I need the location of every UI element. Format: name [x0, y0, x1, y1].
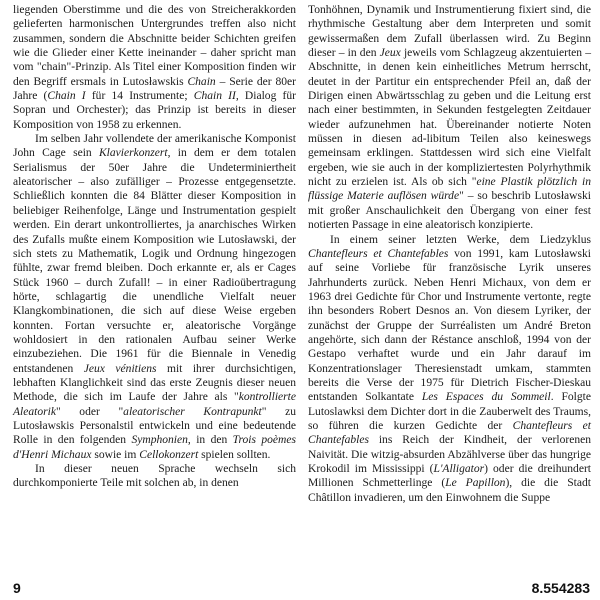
body-text: ) oder die dreihundert Millionen Schmetterlinge (	[308, 463, 591, 490]
italic-text: Chain	[187, 75, 216, 88]
left-column	[13, 3, 296, 491]
italic-text: Le Papillon	[445, 477, 506, 490]
body-text: ), die die Stadt Châtillon invadieren, um den Einwohnem die Suppe	[308, 477, 591, 504]
italic-text: eine Plastik plötzlich in flüssige Materie auflösen würde	[308, 176, 591, 203]
italic-text: L'Alligator	[433, 463, 485, 475]
paragraph	[13, 132, 296, 462]
body-text: mit ihrer durchsichtigen, lebhaften Klanglichkeit sind das erste Zeugnis dieser neuen Methode, die sich im Laufe der Jahre als "	[13, 362, 296, 404]
page-number: 9	[13, 580, 21, 596]
paragraph	[13, 3, 296, 132]
body-text: In dieser neuen Sprache wechseln sich durchkomponierte Teile mit solchen ab, in denen	[13, 463, 296, 490]
body-text: sowie im	[91, 448, 140, 461]
italic-text: Cellokonzert	[139, 448, 199, 461]
italic-text: Klavierkonzert	[98, 147, 168, 160]
catalogue-number: 8.554283	[531, 580, 590, 596]
italic-text: Jeux vénitiens	[83, 362, 157, 375]
body-text: für 14 Instrumente;	[85, 90, 194, 103]
body-text: . Folgte Lutoslawksi dem Dichter dort in die Zauberwelt des Traums, so führen die kurzen Gedichte der	[308, 391, 591, 432]
italic-text: aleatorischer Kontrapunkt	[123, 405, 262, 418]
body-text: , in den	[187, 434, 233, 447]
body-text: , in dem er dem totalen Serialismus der 50er Jahre die Undeterminiertheit aleatorischer – also zufälliger – Prozesse entgegensetzte. Schließlich konnten die 84 Blätter dieser Komposition in beliebiger Reihenfolge, Länge und Instrumentation gespielt werden. Ein derart unkontrolliertes, ja anarchisches Wirken des Zufalls mußte einem Komposition wie Lutosławski, der sich stets zu Mathematik, Logik und Ordnung hingezogen fühlte, zwar fremd bleiben. Doch erkannte er, als er Cages Stück 1960 – durch Zufall! – in einer Radioübertragung hörte, schlagartig die unendliche Vielfalt neuer Klangkombinationen, die sich auf diese Weise ergeben konnten. Fortan versuchte er, aleatorische Vorgänge wohldosiert in den rationalen Aufbau seiner Werke einzubeziehen. Die 1961 für die Biennale in Venedig entstandenen	[13, 147, 296, 375]
body-text: – Serie der 80er Jahre (	[13, 75, 297, 103]
body-text: spielen sollten.	[198, 448, 271, 461]
body-text: Dialog für Sopran und Orchester); das Prinzip ist bereits in dieser Komposition von 1958 zu erkennen.	[13, 90, 296, 131]
body-text: Im selben Jahr vollendete der amerikanische Komponist John Cage sein	[13, 133, 296, 160]
italic-text: Symphonien	[131, 434, 188, 447]
paragraph	[13, 462, 296, 491]
body-text: " oder "	[55, 405, 124, 418]
italic-text: Chantefleurs et Chantefables	[308, 419, 591, 447]
italic-text: Chain II,	[193, 90, 239, 103]
body-text: " zu Lutosławskis Personalstil entwickeln und eine bedeutende Rolle in den folgenden	[13, 405, 297, 447]
italic-text: kontrollierte Aleatorik	[13, 391, 296, 418]
body-text: jeweils vom Schlagzeug akzentuierten – Abschnitte, in denen kein einheitliches Metrum herrscht, deutet in der Partitur ein entsprechender Pfeil an, daß der Dirigen einen Abwärtsschlag zu geben und die Leitung erst nach einer bestimmten, in Sekunden festgelegten Zeitdauer wieder aufzunehmen hat. Übereinander notierte Noten müssen in diesen ad-libitum Teilen also keineswegs gemeinsam erklingen. Stattdessen wird sich eine Vielfalt ergeben, wie sie auch in der kompliziertesten Polyrhythmik nicht zu erzielen ist. Als ob sich "	[308, 47, 592, 189]
body-text: In einem seiner letzten Werke, dem Liedzyklus	[330, 233, 591, 246]
italic-text: Les Espaces du Sommeil	[421, 391, 551, 404]
body-text: von 1991, kam Lutosławski auf seine Vorliebe für französische Lyrik unseres Jahrhunderts zurück. Neben Henri Michaux, von dem er 1963 drei Gedichte für Chor und Instrumente vertonte, regte ihn besonders Robert Desnos an. Von diesem Lyriker, der zunächst der Gruppe der Surréalisten um André Breton angehörte, sich dann der Réstance anschloß, 1994 von der Gestapo verhaftet wurde und ein Jahr darauf im Konzentrationslager Theresienstadt umkam, stammten bereits die Verse der 1975 für Dietrich Fischer-Dieskau entstanden Solkantate	[308, 247, 591, 404]
italic-text: Trois poèmes d'Henri Michaux	[13, 434, 297, 461]
italic-text: Chain I	[47, 90, 86, 103]
body-text: liegenden Oberstimme und die des von Streicherakkorden gelieferten harmonischen Untergrundes treffen also nicht zusammen, sondern die Abschnitte beider Schichten greifen wie die Glieder einer Kette ineinander – daher spricht man vom "chain"-Prinzip. Als Titel einer Komposition finden wir den Begriff ersmals in Lutosławskis	[13, 4, 296, 88]
italic-text: Chantefleurs et Chantefables	[308, 247, 449, 260]
paragraph	[308, 3, 591, 233]
body-text: Tonhöhnen, Dynamik und Instrumentierung fixiert sind, die rhythmische Gestaltung aber dem Interpreten und somit gewissermaßen dem Zufall überlassen wird. Zu Beginn dieser – in den	[308, 4, 591, 60]
body-text: " – so beschrib Lutosławski mit großer Anschaulichkeit den Übergang von einer fest notierten Passage in eine aleatorisch konzipierte.	[308, 190, 591, 232]
italic-text: Jeux	[379, 47, 401, 60]
paragraph	[308, 233, 591, 506]
right-column	[308, 3, 591, 505]
body-text: ins Reich der Kindheit, der verlorenen Naivität. Die witzig-absurden Abzählverse über das hungrige Krokodil im Mississippi (	[308, 434, 591, 475]
